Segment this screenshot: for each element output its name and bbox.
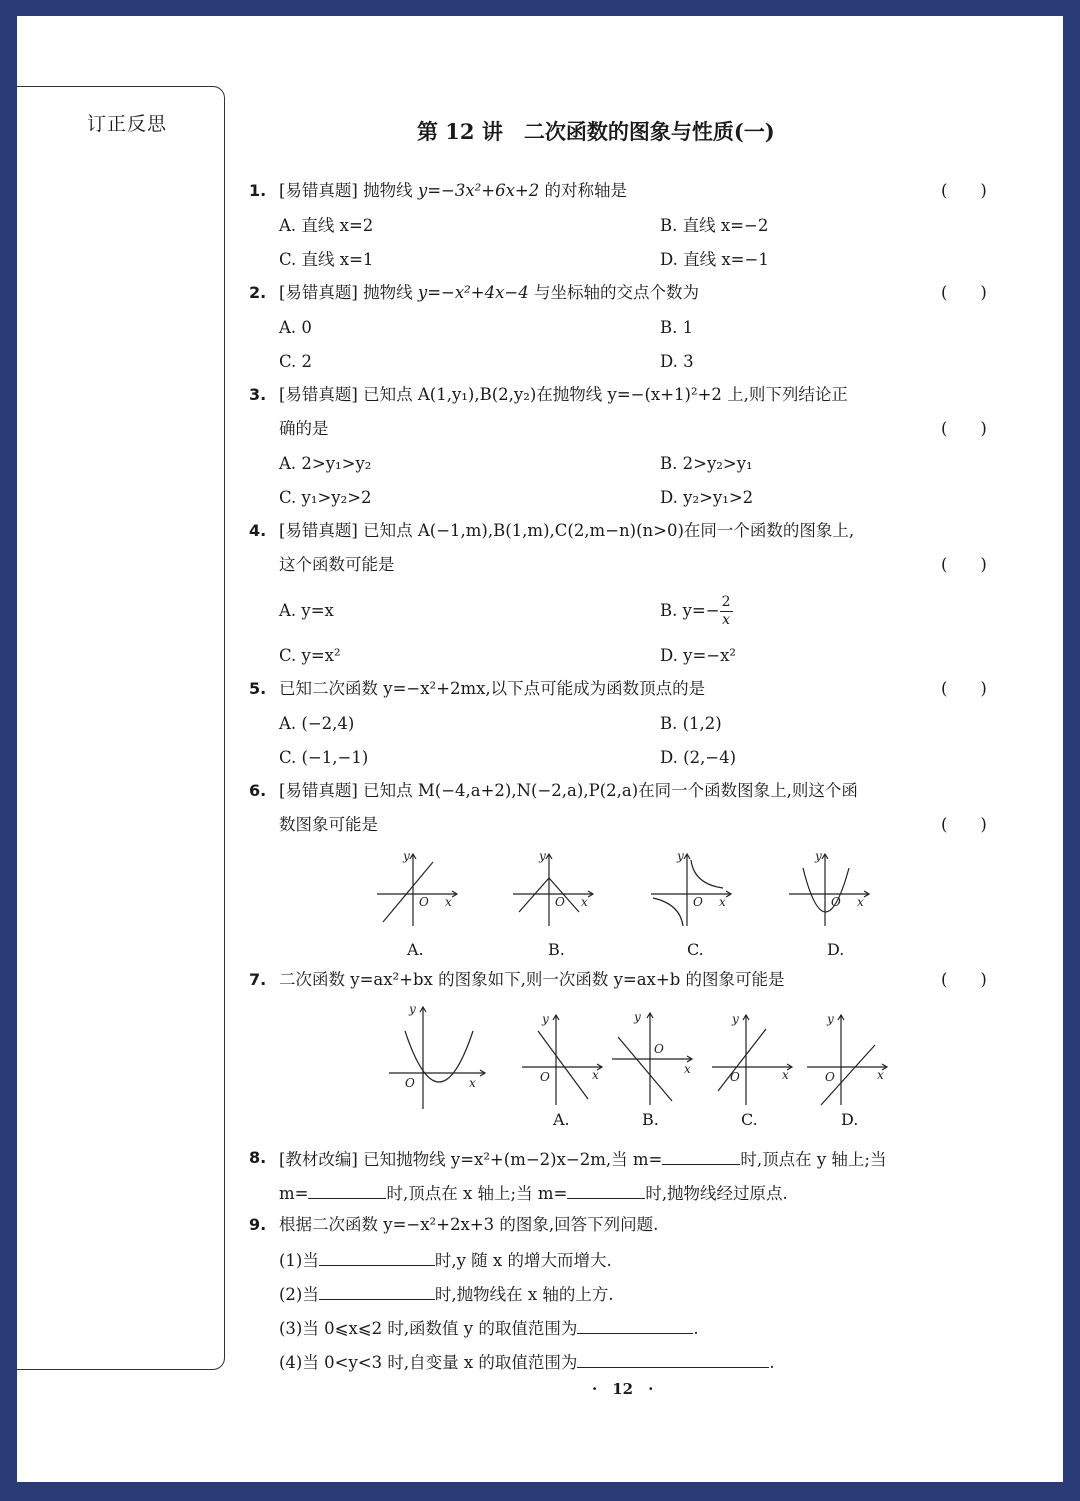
option-d: D. (2,−4) (660, 748, 737, 767)
q6-graph-c (649, 848, 734, 928)
q6-label-d: D. (827, 940, 845, 959)
sub-question-4: (4)当 0<y<3 时,自变量 x 的取值范围为 . (279, 1349, 775, 1375)
svg-text:x: x (445, 895, 452, 909)
svg-text:x: x (581, 895, 588, 909)
answer-parentheses: ( ) (941, 815, 987, 834)
q7-label-b: B. (642, 1110, 659, 1129)
svg-text:O: O (405, 1076, 415, 1090)
question-number: 4. (249, 521, 267, 540)
option-c: C. y=x² (279, 646, 341, 665)
question-text: 根据二次函数 y=−x²+2x+3 的图象,回答下列问题. (279, 1215, 659, 1234)
svg-text:O: O (540, 1070, 550, 1084)
svg-text:O: O (730, 1070, 740, 1084)
q7-graph-d (805, 1009, 890, 1109)
option-c: C. (−1,−1) (279, 748, 369, 767)
question-text-line2: m= 时,顶点在 x 轴上;当 m= 时,抛物线经过原点. (279, 1180, 788, 1206)
sub-question-2: (2)当 时,抛物线在 x 轴的上方. (279, 1281, 614, 1307)
question-2 (17, 281, 1063, 371)
svg-text:y: y (539, 849, 546, 863)
svg-text:y: y (409, 1002, 416, 1016)
page-number: · 12 · (592, 1380, 654, 1398)
svg-text:O: O (693, 895, 703, 909)
answer-blank[interactable] (319, 1247, 435, 1266)
question-text: [教材改编] 已知抛物线 y=x²+(m−2)x−2m,当 m= 时,顶点在 y 轴上;当 (279, 1146, 886, 1172)
answer-parentheses: ( ) (941, 970, 987, 989)
question-text-line2: 确的是 (279, 419, 329, 438)
option-b: B. 1 (660, 318, 694, 337)
question-1 (17, 179, 1063, 269)
sub-question-3: (3)当 0⩽x⩽2 时,函数值 y 的取值范围为 . (279, 1315, 699, 1341)
q6-graph-b (511, 848, 596, 928)
svg-text:y: y (732, 1012, 739, 1026)
lesson-title: 第 12 讲 二次函数的图象与性质(一) (417, 119, 775, 144)
q7-label-d: D. (841, 1110, 859, 1129)
question-text: [易错真题] 已知点 A(1,y₁),B(2,y₂)在抛物线 y=−(x+1)²+2 上,则下列结论正 (279, 385, 848, 404)
svg-text:x: x (592, 1068, 599, 1082)
option-d: D. 直线 x=−1 (660, 250, 769, 269)
svg-text:O: O (419, 895, 429, 909)
answer-parentheses: ( ) (941, 181, 987, 200)
answer-parentheses: ( ) (941, 555, 987, 574)
question-text-line2: 数图象可能是 (279, 815, 378, 834)
option-b: B. y=− $\frac{2}{x}$ (660, 594, 731, 628)
answer-blank[interactable] (308, 1180, 386, 1199)
svg-text:O: O (825, 1070, 835, 1084)
question-text: [易错真题] 已知点 A(−1,m),B(1,m),C(2,m−n)(n>0)在同一个函数的图象上, (279, 521, 855, 540)
question-number: 1. (249, 181, 267, 200)
question-number: 2. (249, 283, 267, 302)
option-a: A. y=x (279, 601, 334, 620)
answer-parentheses: ( ) (941, 419, 987, 438)
q6-graph-d (787, 848, 872, 928)
q7-graph-b (610, 1009, 695, 1109)
svg-text:x: x (877, 1068, 884, 1082)
q6-label-b: B. (548, 940, 565, 959)
question-4 (17, 519, 1063, 671)
question-number: 9. (249, 1215, 267, 1234)
question-text: [易错真题] 已知点 M(−4,a+2),N(−2,a),P(2,a)在同一个函数图象上,则这个函 (279, 781, 858, 800)
option-b: B. (1,2) (660, 714, 722, 733)
question-text: 已知二次函数 y=−x²+2mx,以下点可能成为函数顶点的是 (279, 679, 706, 698)
svg-text:y: y (403, 849, 410, 863)
fraction: $\frac{2}{x}$ (721, 594, 731, 628)
option-c: C. 直线 x=1 (279, 250, 374, 269)
q7-label-a: A. (553, 1110, 570, 1129)
answer-blank[interactable] (319, 1281, 435, 1300)
answer-blank[interactable] (577, 1349, 769, 1368)
answer-blank[interactable] (567, 1180, 645, 1199)
option-b: B. 2>y₂>y₁ (660, 454, 753, 473)
option-a: A. 0 (279, 318, 312, 337)
option-a: A. 2>y₁>y₂ (279, 454, 372, 473)
svg-text:x: x (719, 895, 726, 909)
question-3 (17, 383, 1063, 507)
answer-parentheses: ( ) (941, 283, 987, 302)
sub-question-1: (1)当 时,y 随 x 的增大而增大. (279, 1247, 612, 1273)
option-b: B. 直线 x=−2 (660, 216, 769, 235)
question-5 (17, 677, 1063, 767)
question-9 (17, 1213, 1063, 1373)
svg-text:x: x (782, 1068, 789, 1082)
option-a: A. 直线 x=2 (279, 216, 374, 235)
question-8 (17, 1146, 1063, 1206)
page (17, 16, 1063, 1482)
question-7 (17, 968, 1063, 994)
q6-graph-a (375, 848, 460, 928)
question-number: 3. (249, 385, 267, 404)
option-c: C. y₁>y₂>2 (279, 488, 372, 507)
q7-graph-c (710, 1009, 795, 1109)
svg-text:y: y (815, 849, 822, 863)
svg-text:y: y (542, 1012, 549, 1026)
sidebar-title: 订正反思 (87, 113, 168, 135)
svg-text:y: y (827, 1012, 834, 1026)
question-text: 二次函数 y=ax²+bx 的图象如下,则一次函数 y=ax+b 的图象可能是 (279, 970, 785, 989)
q7-graph-a (520, 1009, 605, 1109)
q7-label-c: C. (741, 1110, 758, 1129)
svg-text:O: O (654, 1042, 664, 1056)
question-6 (17, 779, 1063, 837)
svg-text:O: O (831, 895, 841, 909)
svg-text:y: y (677, 849, 684, 863)
svg-text:x: x (684, 1062, 691, 1076)
question-text: [易错真题] 抛物线 y=−x²+4x−4 与坐标轴的交点个数为 (279, 283, 699, 302)
answer-blank[interactable] (577, 1315, 693, 1334)
svg-text:x: x (857, 895, 864, 909)
svg-text:y: y (634, 1010, 641, 1024)
q6-label-c: C. (687, 940, 704, 959)
q6-label-a: A. (407, 940, 424, 959)
question-number: 7. (249, 970, 267, 989)
q7-given-graph (387, 1001, 487, 1111)
answer-blank[interactable] (662, 1146, 740, 1165)
answer-parentheses: ( ) (941, 679, 987, 698)
question-number: 5. (249, 679, 267, 698)
question-text-line2: 这个函数可能是 (279, 555, 395, 574)
svg-text:O: O (555, 895, 565, 909)
option-d: D. 3 (660, 352, 694, 371)
option-d: D. y=−x² (660, 646, 737, 665)
question-number: 8. (249, 1148, 267, 1167)
option-a: A. (−2,4) (279, 714, 355, 733)
svg-text:x: x (469, 1076, 476, 1090)
option-d: D. y₂>y₁>2 (660, 488, 754, 507)
question-text: [易错真题] 抛物线 y=−3x²+6x+2 的对称轴是 (279, 181, 627, 200)
question-number: 6. (249, 781, 267, 800)
option-c: C. 2 (279, 352, 313, 371)
